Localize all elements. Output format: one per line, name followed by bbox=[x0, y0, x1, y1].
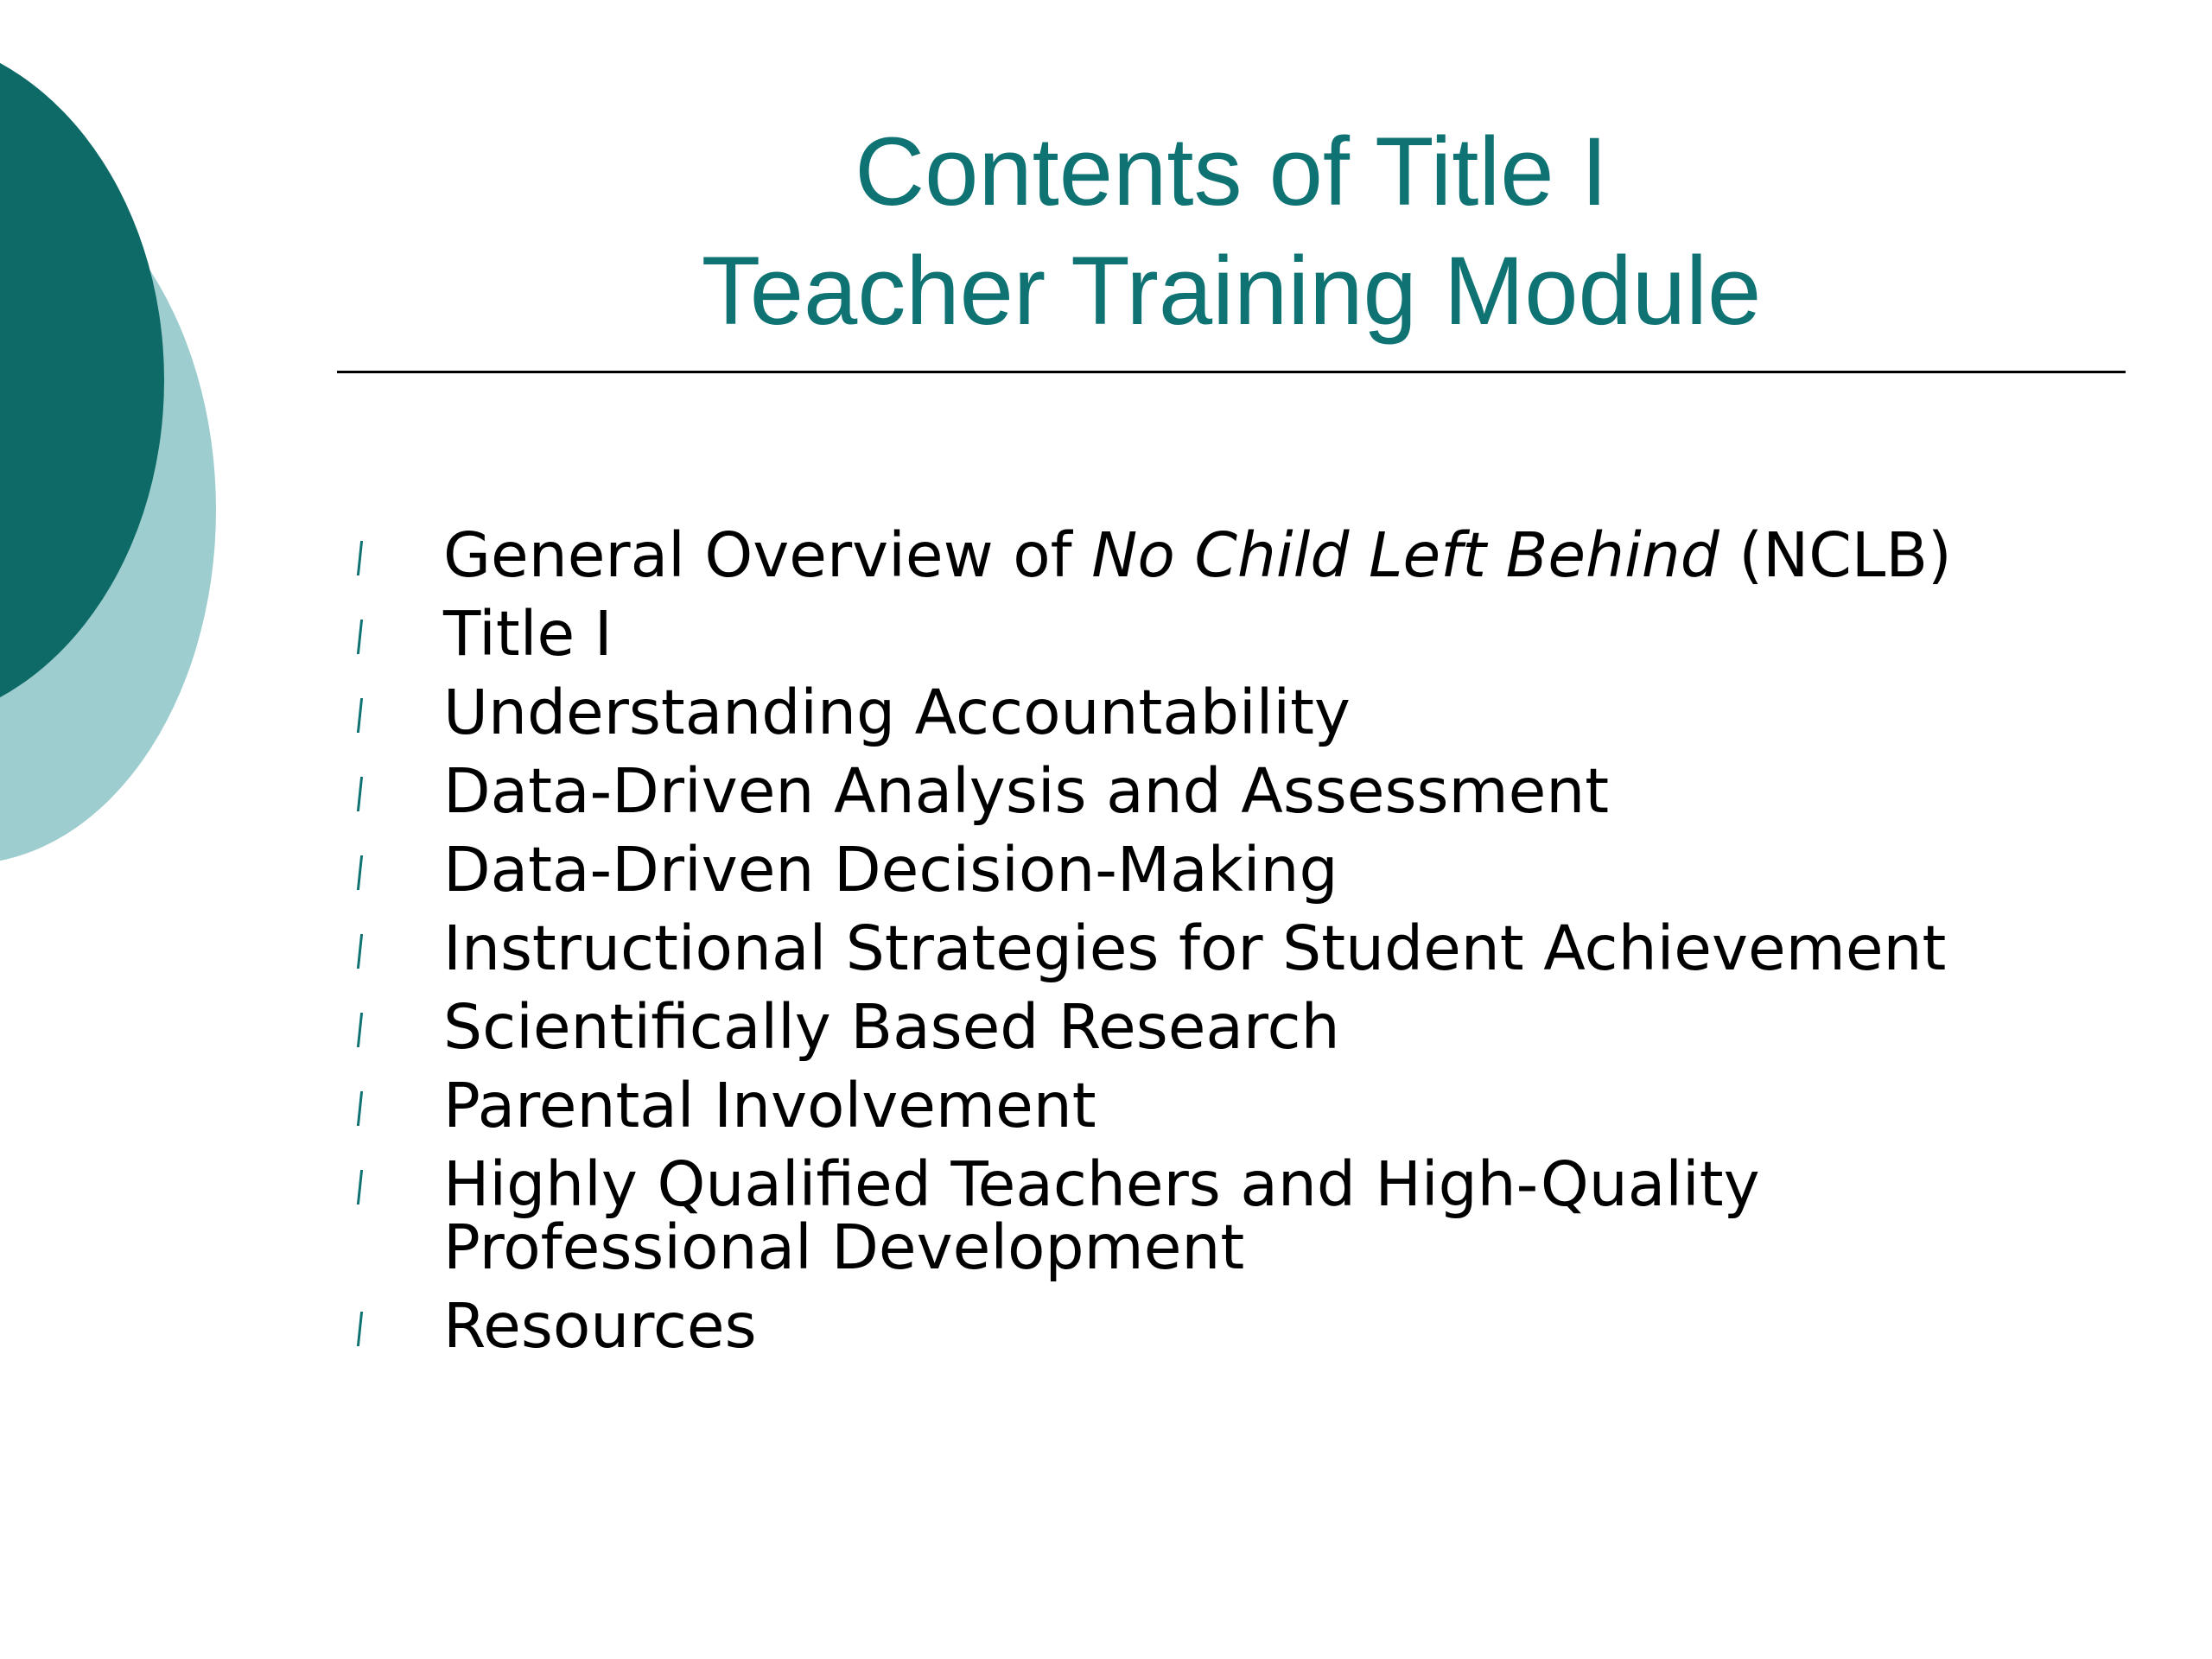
item-text: Title I bbox=[443, 598, 613, 670]
list-item bbox=[341, 991, 2156, 1063]
item-text: Parental Involvement bbox=[443, 1070, 1096, 1141]
item-text: Resources bbox=[443, 1290, 757, 1362]
title-divider bbox=[337, 371, 2126, 373]
item-text-post: (NCLB) bbox=[1719, 519, 1952, 591]
list-item bbox=[341, 755, 2156, 827]
bullet-icon bbox=[357, 1170, 365, 1205]
bullet-icon bbox=[357, 1013, 365, 1047]
bullet-icon bbox=[357, 698, 365, 733]
item-text: Understanding Accountability bbox=[443, 677, 1351, 748]
item-text: Scientifically Based Research bbox=[443, 991, 1340, 1063]
item-text: Instructional Strategies for Student Achievement bbox=[443, 912, 1947, 984]
list-item bbox=[341, 1070, 2156, 1141]
bullet-icon bbox=[357, 541, 365, 575]
list-item bbox=[341, 598, 2156, 670]
item-text-pre: General Overview of bbox=[443, 519, 1092, 591]
contents-list bbox=[341, 519, 2156, 1373]
list-item bbox=[341, 912, 2156, 984]
item-text: Data-Driven Analysis and Assessment bbox=[443, 755, 1610, 827]
bullet-icon bbox=[357, 855, 365, 890]
list-item bbox=[341, 519, 2156, 591]
item-text-italic: No Child Left Behind bbox=[1091, 519, 1719, 591]
item-text-line-2: Professional Development bbox=[443, 1211, 1245, 1283]
list-item bbox=[341, 677, 2156, 748]
bullet-icon bbox=[357, 1312, 365, 1346]
item-text: Data-Driven Decision-Making bbox=[443, 834, 1338, 906]
list-item bbox=[341, 834, 2156, 906]
list-item bbox=[341, 1290, 2156, 1362]
list-item bbox=[341, 1148, 2156, 1283]
bullet-icon bbox=[357, 1091, 365, 1126]
title-line-1: Contents of Title I bbox=[855, 118, 1608, 226]
bullet-icon bbox=[357, 777, 365, 811]
item-text-line-1: Highly Qualified Teachers and High-Quality bbox=[443, 1148, 1760, 1220]
bullet-icon bbox=[357, 620, 365, 654]
title-line-2: Teacher Training Module bbox=[701, 237, 1762, 345]
slide-title bbox=[337, 112, 2126, 351]
bullet-icon bbox=[357, 934, 365, 969]
